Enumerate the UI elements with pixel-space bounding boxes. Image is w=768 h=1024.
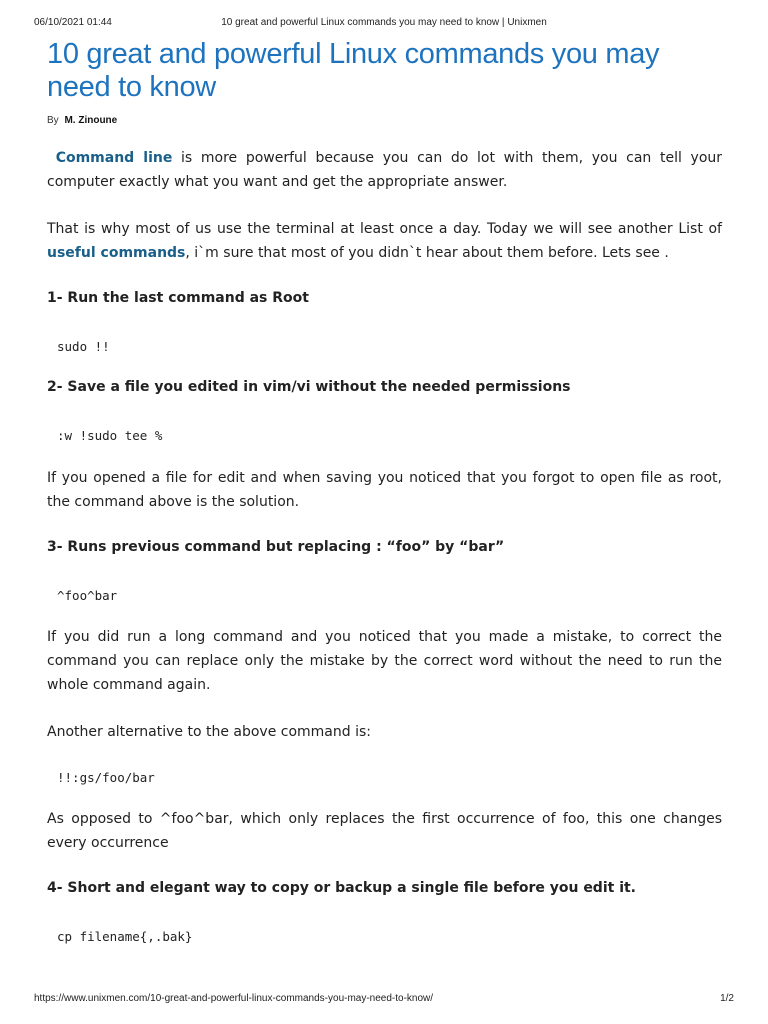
print-url: https://www.unixmen.com/10-great-and-powerful-linux-commands-you-may-need-to-know/ (34, 993, 434, 1004)
section-1-heading: 1- Run the last command as Root (47, 290, 309, 306)
section-3-text: If you did run a long command and you noticed that you made a mistake, to correct the command you can replace only the mistake by the correct word without the need to run the whole command again. (47, 629, 722, 693)
article-title: 10 great and powerful Linux commands you may need to know (47, 38, 660, 103)
section-3-code: ^foo^bar (57, 588, 118, 603)
section-3-alt-code: !!:gs/foo/bar (57, 770, 155, 785)
article (47, 38, 722, 946)
section-1-code: sudo !! (57, 339, 110, 354)
intro-paragraph (47, 146, 722, 194)
intro-text: is more powerful because you can do lot with them, you can tell your computer exactly what you want and get the appropriate answer. (47, 150, 723, 190)
para2-text-before: That is why most of us use the terminal at least once a day. Today we will see another List of (47, 221, 722, 237)
section-3-heading: 3- Runs previous command but replacing : “foo” by “bar” (47, 539, 505, 555)
command-line-link[interactable]: Command line (55, 150, 173, 166)
page-number: 1/2 (720, 993, 734, 1004)
section-3-after-text: As opposed to ^foo^bar, which only replaces the first occurrence of foo, this one changes every occurrence (47, 811, 722, 851)
para2-text-after: , i`m sure that most of you didn`t hear about them before. Lets see . (185, 245, 669, 261)
byline (47, 115, 722, 126)
print-header (34, 17, 734, 31)
section-4-code: cp filename{,.bak} (57, 929, 193, 944)
print-page-title: 10 great and powerful Linux commands you may need to know | Unixmen (221, 17, 547, 28)
print-footer (34, 993, 734, 1007)
print-date: 06/10/2021 01:44 (34, 17, 112, 28)
section-4-heading: 4- Short and elegant way to copy or backup a single file before you edit it. (47, 880, 637, 896)
paragraph-2 (47, 217, 722, 265)
section-2-text: If you opened a file for edit and when saving you noticed that you forgot to open file as root, the command above is the solution. (47, 470, 722, 510)
useful-commands-link[interactable]: useful commands (47, 245, 186, 261)
byline-prefix: By (47, 115, 59, 126)
author-link[interactable]: M. Zinoune (64, 115, 118, 126)
section-2-code: :w !sudo tee % (57, 428, 163, 443)
section-3-alt-text: Another alternative to the above command is: (47, 724, 371, 740)
section-2-heading: 2- Save a file you edited in vim/vi without the needed permissions (47, 379, 571, 395)
